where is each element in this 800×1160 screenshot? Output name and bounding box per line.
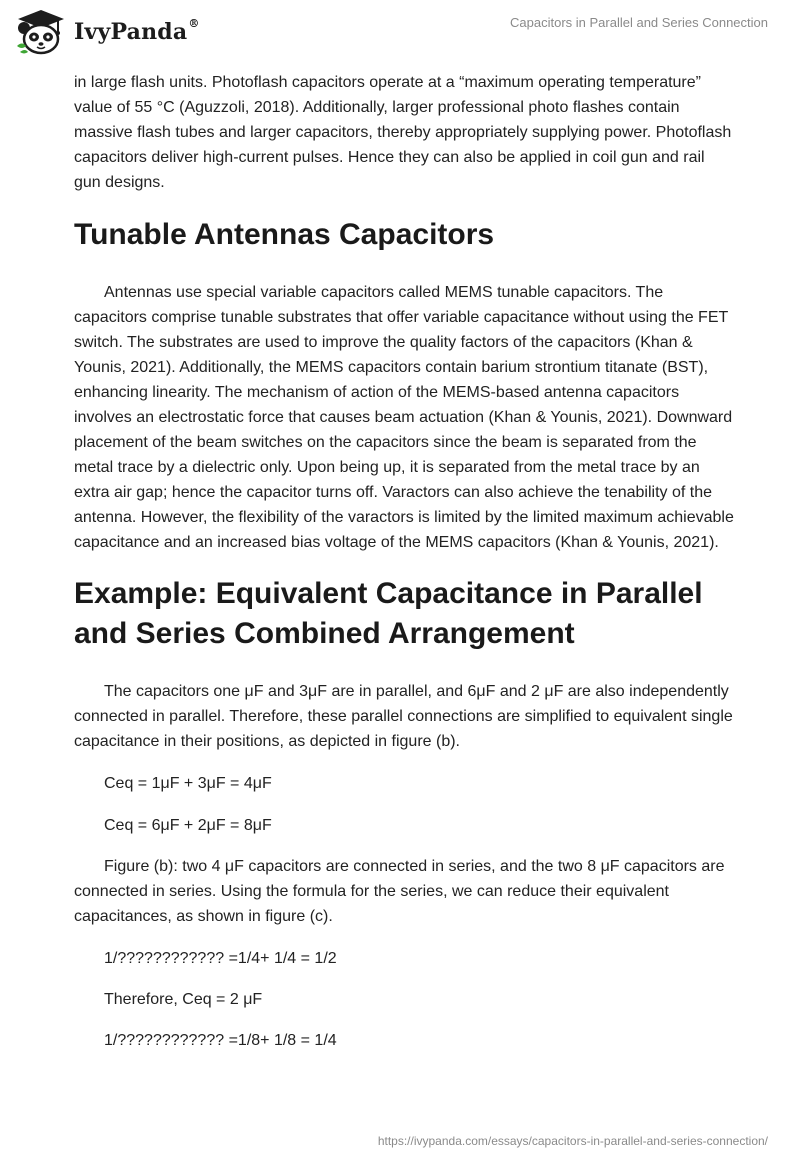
intro-paragraph: in large flash units. Photoflash capacitors operate at a “maximum operating temperature” value of 55 °C (Aguzzoli, 2018). Additionally, larger professional photo flashes contain massive flash tubes and larger capacitors, thereby appropriately supplying power. Photoflash capacitors deliver high-current pulses. Hence they can also be applied in coil gun and rail gun designs. (74, 74, 732, 191)
example-paragraph-1: The capacitors one μF and 3μF are in parallel, and 6μF and 2 μF are also independently connected in parallel. Therefore, these parallel connections are simplified to equivalent single capacitance in their positions, as depicted in figure (b). (74, 683, 733, 750)
section-heading-tunable-antennas: Tunable Antennas Capacitors (74, 218, 495, 251)
essay-content (74, 70, 734, 1053)
section-heading-example: Example: Equivalent Capacitance in Parallel and Series Combined Arrangement (74, 577, 703, 650)
logo-text: IvyPanda® (74, 17, 200, 45)
formula-ceq-4uf: Ceq = 1μF + 3μF = 4μF (104, 775, 272, 792)
example-paragraph-2: Figure (b): two 4 μF capacitors are connected in series, and the two 8 μF capacitors are connected in series. Using the formula for the series, we can reduce their equivalent capacitances, as shown in figure (c). (74, 858, 725, 925)
tunable-antennas-paragraph: Antennas use special variable capacitors called MEMS tunable capacitors. The capacitors comprise tunable substrates that offer variable capacitance without using the FET switch. The substrates are used to improve the quality factors of the capacitors (Khan & Younis, 2021). Additionally, the MEMS capacitors contain barium strontium titanate (BST), enhancing linearity. The mechanism of action of the MEMS-based antenna capacitors involves an electrostatic force that causes beam actuation (Khan & Younis, 2021). Downward placement of the beam switches on the capacitors since the beam is separated from the metal trace by a dielectric only. Upon being up, it is separated from the metal trace by an extra air gap; hence the capacitor turns off. Varactors can also achieve the tenability of the antenna. However, the flexibility of the varactors is limited by the limited maximum achievable capacitance and an increased bias voltage of the MEMS capacitors (Khan & Younis, 2021). (74, 284, 734, 551)
formula-series-eighth: 1/???????????? =1/8+ 1/8 = 1/4 (104, 1032, 337, 1049)
formula-ceq-8uf: Ceq = 6μF + 2μF = 8μF (104, 817, 272, 834)
panda-graduate-icon (14, 8, 68, 56)
page-header (0, 0, 800, 64)
formula-ceq-2uf: Therefore, Ceq = 2 μF (104, 991, 263, 1008)
source-url[interactable]: https://ivypanda.com/essays/capacitors-in-parallel-and-series-connection/ (377, 1134, 768, 1148)
document-title: Capacitors in Parallel and Series Connection (510, 15, 768, 30)
formula-series-quarter: 1/???????????? =1/4+ 1/4 = 1/2 (104, 950, 337, 967)
ivypanda-logo[interactable] (14, 6, 200, 58)
